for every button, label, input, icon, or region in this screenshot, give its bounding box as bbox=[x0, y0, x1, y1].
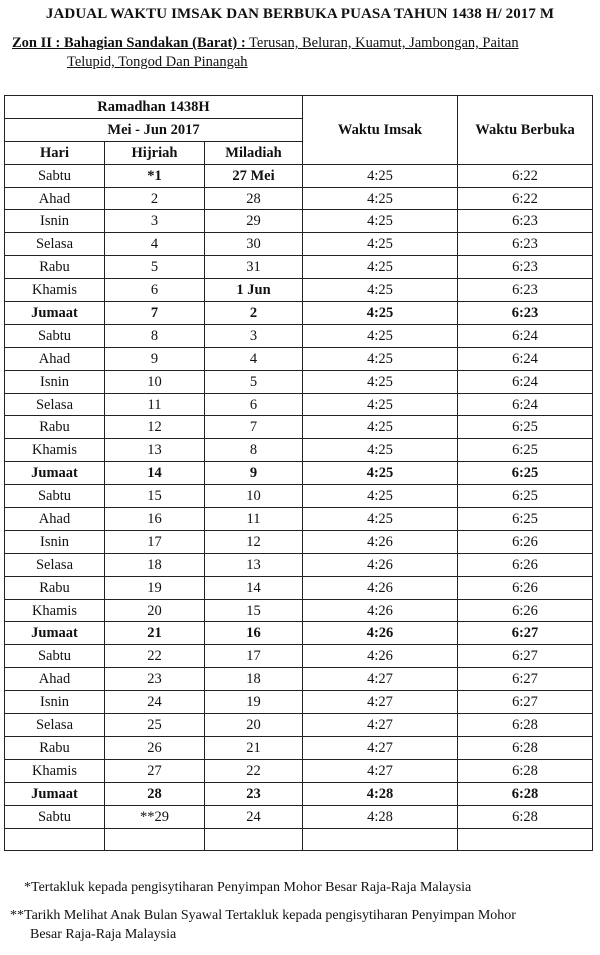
cell-hijriah: 6 bbox=[105, 279, 205, 302]
cell-miladiah: 20 bbox=[205, 714, 303, 737]
cell-miladiah: 11 bbox=[205, 508, 303, 531]
cell-berbuka: 6:27 bbox=[458, 645, 593, 668]
cell-empty bbox=[105, 828, 205, 851]
cell-imsak: 4:27 bbox=[303, 668, 458, 691]
table-row bbox=[5, 279, 593, 302]
cell-empty bbox=[205, 828, 303, 851]
cell-hari: Jumaat bbox=[5, 462, 105, 485]
cell-miladiah: 28 bbox=[205, 187, 303, 210]
zone-label: Zon II : Bahagian Sandakan (Barat) : bbox=[12, 35, 246, 51]
cell-empty bbox=[5, 828, 105, 851]
cell-hijriah: 9 bbox=[105, 347, 205, 370]
header-miladiah: Miladiah bbox=[205, 141, 303, 164]
cell-hijriah: 17 bbox=[105, 530, 205, 553]
cell-miladiah: 31 bbox=[205, 256, 303, 279]
cell-berbuka: 6:23 bbox=[458, 210, 593, 233]
cell-empty bbox=[303, 828, 458, 851]
cell-miladiah: 5 bbox=[205, 370, 303, 393]
cell-imsak: 4:25 bbox=[303, 485, 458, 508]
cell-berbuka: 6:23 bbox=[458, 302, 593, 325]
cell-hari: Ahad bbox=[5, 187, 105, 210]
cell-hari: Isnin bbox=[5, 691, 105, 714]
cell-hijriah: 24 bbox=[105, 691, 205, 714]
cell-miladiah: 23 bbox=[205, 782, 303, 805]
cell-miladiah: 15 bbox=[205, 599, 303, 622]
cell-berbuka: 6:22 bbox=[458, 187, 593, 210]
cell-miladiah: 27 Mei bbox=[205, 164, 303, 187]
cell-hijriah: 26 bbox=[105, 736, 205, 759]
cell-hari: Sabtu bbox=[5, 805, 105, 828]
table-row bbox=[5, 416, 593, 439]
cell-hijriah: 15 bbox=[105, 485, 205, 508]
cell-hari: Khamis bbox=[5, 759, 105, 782]
cell-imsak: 4:25 bbox=[303, 164, 458, 187]
cell-hari: Sabtu bbox=[5, 164, 105, 187]
footnote-2-line1: **Tarikh Melihat Anak Bulan Syawal Tertakluk kepada pengisytiharan Penyimpan Mohor bbox=[10, 908, 516, 923]
cell-berbuka: 6:24 bbox=[458, 347, 593, 370]
footnote-2-line2: Besar Raja-Raja Malaysia bbox=[30, 927, 177, 942]
document-title: JADUAL WAKTU IMSAK DAN BERBUKA PUASA TAHUN 1438 H/ 2017 M bbox=[45, 6, 555, 22]
cell-hari: Khamis bbox=[5, 599, 105, 622]
table-row bbox=[5, 530, 593, 553]
cell-hari: Khamis bbox=[5, 439, 105, 462]
timetable-body bbox=[5, 164, 593, 851]
table-row-empty bbox=[5, 828, 593, 851]
table-row bbox=[5, 233, 593, 256]
table-row bbox=[5, 164, 593, 187]
cell-hijriah: 13 bbox=[105, 439, 205, 462]
cell-miladiah: 22 bbox=[205, 759, 303, 782]
cell-imsak: 4:25 bbox=[303, 370, 458, 393]
cell-hari: Ahad bbox=[5, 347, 105, 370]
cell-hari: Ahad bbox=[5, 668, 105, 691]
table-row bbox=[5, 622, 593, 645]
cell-berbuka: 6:26 bbox=[458, 576, 593, 599]
cell-hari: Jumaat bbox=[5, 782, 105, 805]
cell-hari: Sabtu bbox=[5, 324, 105, 347]
header-hijriah: Hijriah bbox=[105, 141, 205, 164]
cell-hijriah: 14 bbox=[105, 462, 205, 485]
cell-miladiah: 13 bbox=[205, 553, 303, 576]
zone-description bbox=[12, 34, 592, 72]
cell-berbuka: 6:28 bbox=[458, 782, 593, 805]
table-row bbox=[5, 691, 593, 714]
table-row bbox=[5, 347, 593, 370]
table-row bbox=[5, 324, 593, 347]
cell-berbuka: 6:28 bbox=[458, 736, 593, 759]
cell-imsak: 4:27 bbox=[303, 691, 458, 714]
table-row bbox=[5, 599, 593, 622]
cell-miladiah: 18 bbox=[205, 668, 303, 691]
cell-imsak: 4:25 bbox=[303, 508, 458, 531]
cell-miladiah: 19 bbox=[205, 691, 303, 714]
cell-miladiah: 30 bbox=[205, 233, 303, 256]
table-row bbox=[5, 393, 593, 416]
cell-imsak: 4:25 bbox=[303, 324, 458, 347]
cell-miladiah: 29 bbox=[205, 210, 303, 233]
cell-miladiah: 14 bbox=[205, 576, 303, 599]
cell-berbuka: 6:27 bbox=[458, 691, 593, 714]
zone-areas-line2: Telupid, Tongod Dan Pinangah bbox=[67, 54, 248, 70]
cell-hijriah: 23 bbox=[105, 668, 205, 691]
cell-imsak: 4:26 bbox=[303, 599, 458, 622]
cell-hijriah: 8 bbox=[105, 324, 205, 347]
cell-imsak: 4:26 bbox=[303, 576, 458, 599]
cell-miladiah: 2 bbox=[205, 302, 303, 325]
cell-imsak: 4:28 bbox=[303, 805, 458, 828]
cell-empty bbox=[458, 828, 593, 851]
table-row bbox=[5, 714, 593, 737]
cell-imsak: 4:25 bbox=[303, 256, 458, 279]
header-berbuka: Waktu Berbuka bbox=[458, 96, 593, 165]
table-row bbox=[5, 210, 593, 233]
cell-hijriah: 20 bbox=[105, 599, 205, 622]
table-row bbox=[5, 462, 593, 485]
cell-berbuka: 6:25 bbox=[458, 439, 593, 462]
cell-berbuka: 6:26 bbox=[458, 530, 593, 553]
table-row bbox=[5, 187, 593, 210]
cell-miladiah: 12 bbox=[205, 530, 303, 553]
cell-hijriah: **29 bbox=[105, 805, 205, 828]
cell-hijriah: 25 bbox=[105, 714, 205, 737]
cell-miladiah: 6 bbox=[205, 393, 303, 416]
table-row bbox=[5, 736, 593, 759]
cell-hari: Jumaat bbox=[5, 302, 105, 325]
cell-hijriah: 21 bbox=[105, 622, 205, 645]
table-row bbox=[5, 302, 593, 325]
cell-hijriah: 22 bbox=[105, 645, 205, 668]
cell-hijriah: 7 bbox=[105, 302, 205, 325]
table-row bbox=[5, 668, 593, 691]
cell-hari: Rabu bbox=[5, 736, 105, 759]
cell-hari: Isnin bbox=[5, 210, 105, 233]
cell-imsak: 4:27 bbox=[303, 759, 458, 782]
table-row bbox=[5, 508, 593, 531]
table-row bbox=[5, 256, 593, 279]
cell-imsak: 4:28 bbox=[303, 782, 458, 805]
cell-hijriah: 5 bbox=[105, 256, 205, 279]
cell-miladiah: 1 Jun bbox=[205, 279, 303, 302]
cell-imsak: 4:26 bbox=[303, 553, 458, 576]
cell-berbuka: 6:27 bbox=[458, 622, 593, 645]
header-imsak: Waktu Imsak bbox=[303, 96, 458, 165]
cell-berbuka: 6:23 bbox=[458, 233, 593, 256]
cell-miladiah: 8 bbox=[205, 439, 303, 462]
header-months: Mei - Jun 2017 bbox=[5, 118, 303, 141]
cell-hari: Sabtu bbox=[5, 645, 105, 668]
cell-hijriah: 11 bbox=[105, 393, 205, 416]
cell-berbuka: 6:27 bbox=[458, 668, 593, 691]
cell-hijriah: 28 bbox=[105, 782, 205, 805]
footnote-2 bbox=[10, 906, 595, 944]
cell-hijriah: 10 bbox=[105, 370, 205, 393]
cell-hari: Sabtu bbox=[5, 485, 105, 508]
cell-imsak: 4:25 bbox=[303, 233, 458, 256]
cell-hari: Selasa bbox=[5, 714, 105, 737]
cell-berbuka: 6:26 bbox=[458, 553, 593, 576]
timetable bbox=[4, 95, 593, 851]
cell-imsak: 4:25 bbox=[303, 462, 458, 485]
cell-miladiah: 3 bbox=[205, 324, 303, 347]
cell-hari: Selasa bbox=[5, 553, 105, 576]
cell-miladiah: 24 bbox=[205, 805, 303, 828]
cell-imsak: 4:25 bbox=[303, 302, 458, 325]
cell-hari: Ahad bbox=[5, 508, 105, 531]
cell-imsak: 4:25 bbox=[303, 210, 458, 233]
header-hari: Hari bbox=[5, 141, 105, 164]
cell-hari: Selasa bbox=[5, 233, 105, 256]
cell-berbuka: 6:24 bbox=[458, 393, 593, 416]
cell-berbuka: 6:23 bbox=[458, 256, 593, 279]
cell-hijriah: 3 bbox=[105, 210, 205, 233]
cell-miladiah: 10 bbox=[205, 485, 303, 508]
cell-miladiah: 4 bbox=[205, 347, 303, 370]
cell-hari: Rabu bbox=[5, 416, 105, 439]
cell-hari: Isnin bbox=[5, 370, 105, 393]
cell-miladiah: 17 bbox=[205, 645, 303, 668]
cell-berbuka: 6:23 bbox=[458, 279, 593, 302]
table-row bbox=[5, 439, 593, 462]
cell-berbuka: 6:26 bbox=[458, 599, 593, 622]
cell-imsak: 4:25 bbox=[303, 393, 458, 416]
header-ramadhan: Ramadhan 1438H bbox=[5, 96, 303, 119]
cell-berbuka: 6:22 bbox=[458, 164, 593, 187]
cell-imsak: 4:26 bbox=[303, 622, 458, 645]
cell-hijriah: 4 bbox=[105, 233, 205, 256]
cell-berbuka: 6:25 bbox=[458, 462, 593, 485]
cell-berbuka: 6:28 bbox=[458, 805, 593, 828]
cell-imsak: 4:25 bbox=[303, 439, 458, 462]
cell-berbuka: 6:25 bbox=[458, 416, 593, 439]
table-row bbox=[5, 645, 593, 668]
table-row bbox=[5, 576, 593, 599]
table-row bbox=[5, 553, 593, 576]
cell-imsak: 4:26 bbox=[303, 530, 458, 553]
cell-hari: Rabu bbox=[5, 576, 105, 599]
cell-berbuka: 6:28 bbox=[458, 759, 593, 782]
cell-berbuka: 6:25 bbox=[458, 508, 593, 531]
cell-berbuka: 6:24 bbox=[458, 324, 593, 347]
cell-miladiah: 7 bbox=[205, 416, 303, 439]
cell-berbuka: 6:25 bbox=[458, 485, 593, 508]
table-row bbox=[5, 782, 593, 805]
cell-miladiah: 21 bbox=[205, 736, 303, 759]
cell-hijriah: 12 bbox=[105, 416, 205, 439]
cell-hijriah: 2 bbox=[105, 187, 205, 210]
cell-imsak: 4:25 bbox=[303, 187, 458, 210]
zone-areas-line1: Terusan, Beluran, Kuamut, Jambongan, Paitan bbox=[245, 35, 519, 51]
cell-hijriah: 27 bbox=[105, 759, 205, 782]
cell-hari: Khamis bbox=[5, 279, 105, 302]
cell-hijriah: 19 bbox=[105, 576, 205, 599]
footnote-1: *Tertakluk kepada pengisytiharan Penyimpan Mohor Besar Raja-Raja Malaysia bbox=[24, 880, 472, 895]
cell-hari: Selasa bbox=[5, 393, 105, 416]
cell-imsak: 4:25 bbox=[303, 279, 458, 302]
cell-imsak: 4:26 bbox=[303, 645, 458, 668]
cell-hijriah: 18 bbox=[105, 553, 205, 576]
table-row bbox=[5, 805, 593, 828]
cell-imsak: 4:25 bbox=[303, 416, 458, 439]
table-row bbox=[5, 370, 593, 393]
table-row bbox=[5, 485, 593, 508]
table-row bbox=[5, 759, 593, 782]
cell-imsak: 4:25 bbox=[303, 347, 458, 370]
cell-hari: Rabu bbox=[5, 256, 105, 279]
cell-imsak: 4:27 bbox=[303, 736, 458, 759]
cell-hijriah: *1 bbox=[105, 164, 205, 187]
cell-hijriah: 16 bbox=[105, 508, 205, 531]
cell-imsak: 4:27 bbox=[303, 714, 458, 737]
cell-hari: Jumaat bbox=[5, 622, 105, 645]
cell-berbuka: 6:28 bbox=[458, 714, 593, 737]
cell-berbuka: 6:24 bbox=[458, 370, 593, 393]
cell-miladiah: 16 bbox=[205, 622, 303, 645]
cell-miladiah: 9 bbox=[205, 462, 303, 485]
cell-hari: Isnin bbox=[5, 530, 105, 553]
